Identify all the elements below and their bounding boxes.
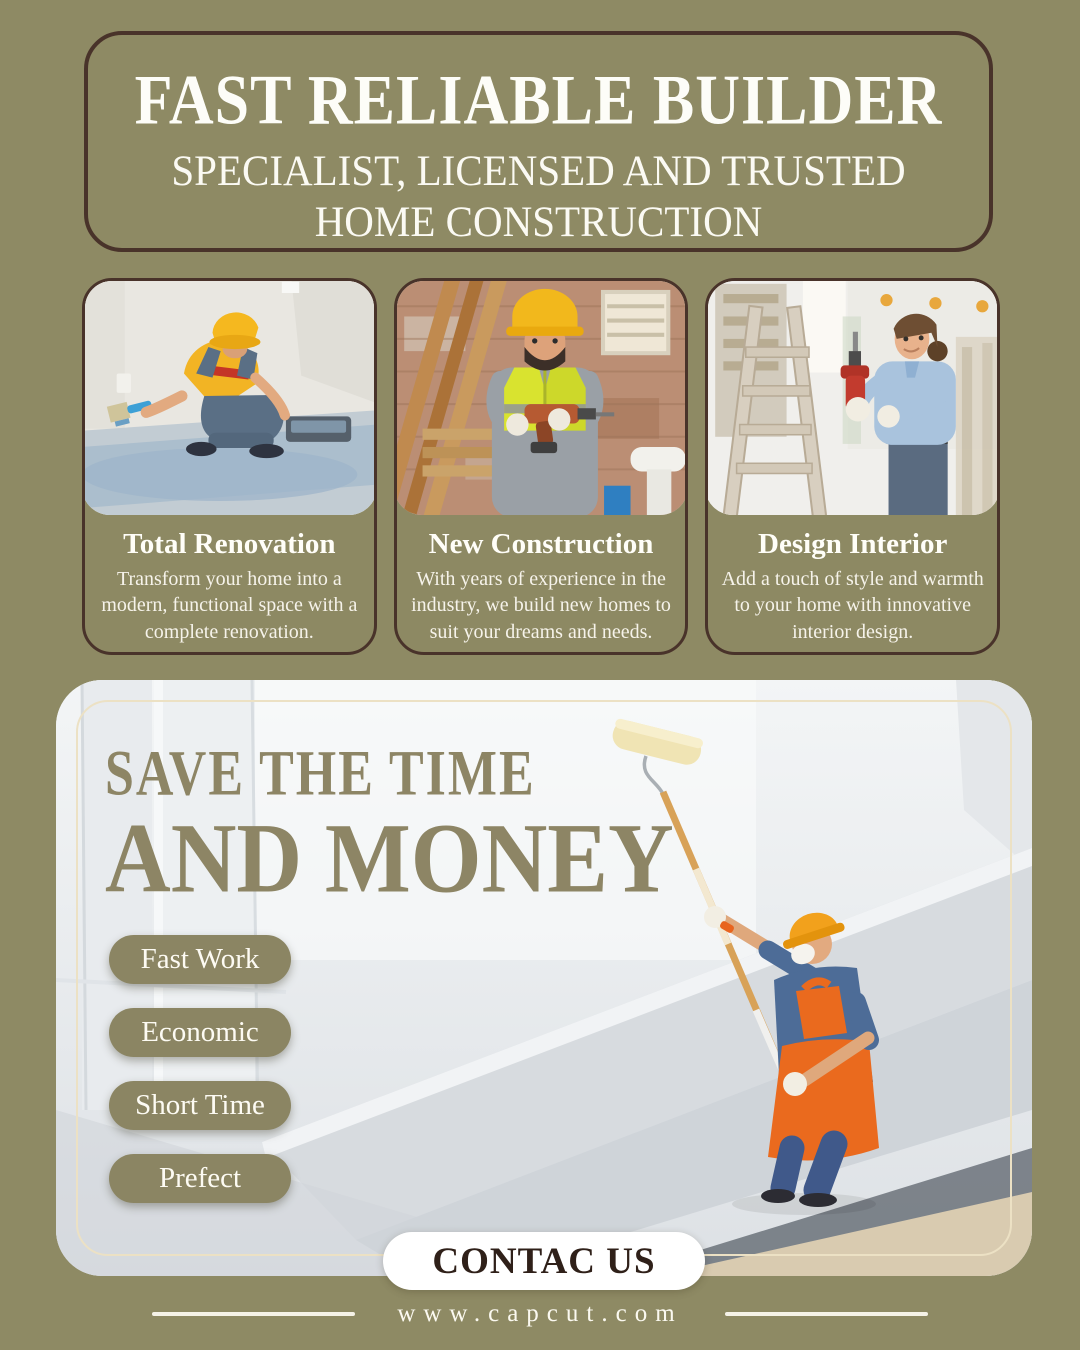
service-title: Total Renovation xyxy=(123,528,336,560)
pill-fast-work: Fast Work xyxy=(109,935,291,984)
headline-line-1: SAVE THE TIME xyxy=(105,738,536,810)
service-card-total-renovation xyxy=(82,278,377,655)
page-title: FAST RELIABLE BUILDER xyxy=(134,62,943,140)
feature-pills xyxy=(109,935,291,1203)
contact-us-button[interactable]: CONTAC US xyxy=(383,1232,705,1290)
promo-headline xyxy=(105,738,674,914)
website-url: www.capcut.com xyxy=(397,1300,683,1327)
worker-painting-floor-illustration xyxy=(82,278,377,515)
footer-right-line xyxy=(725,1312,928,1316)
pill-economic: Economic xyxy=(109,1008,291,1057)
woman-with-drill-illustration xyxy=(705,278,1000,515)
photo-worker-painting-floor xyxy=(82,278,377,515)
pill-prefect: Prefect xyxy=(109,1154,291,1203)
subtitle-line-1: SPECIALIST, LICENSED AND TRUSTED xyxy=(171,146,906,195)
header-banner xyxy=(84,31,993,252)
page-subtitle xyxy=(88,146,989,248)
service-title: New Construction xyxy=(428,528,654,560)
pill-short-time: Short Time xyxy=(109,1081,291,1130)
builder-with-drill-illustration xyxy=(394,278,689,515)
photo-painter-rolling-wall xyxy=(56,680,1032,1276)
promo-section xyxy=(56,680,1032,1282)
photo-builder-with-drill xyxy=(394,278,689,515)
service-description: Add a touch of style and warmth to your home with innovative interior design. xyxy=(721,568,984,643)
service-title: Design Interior xyxy=(758,528,948,560)
headline-line-2: AND MONEY xyxy=(105,802,674,914)
footer-left-line xyxy=(152,1312,355,1316)
photo-woman-with-drill xyxy=(705,278,1000,515)
service-description: Transform your home into a modern, functional space with a complete renovation. xyxy=(101,568,358,643)
footer xyxy=(0,1300,1080,1328)
services-row xyxy=(82,278,1000,655)
subtitle-line-2: HOME CONSTRUCTION xyxy=(314,196,763,246)
service-card-design-interior xyxy=(705,278,1000,655)
service-card-new-construction xyxy=(394,278,689,655)
service-description: With years of experience in the industry, we build new homes to suit your dreams and needs. xyxy=(411,568,671,643)
